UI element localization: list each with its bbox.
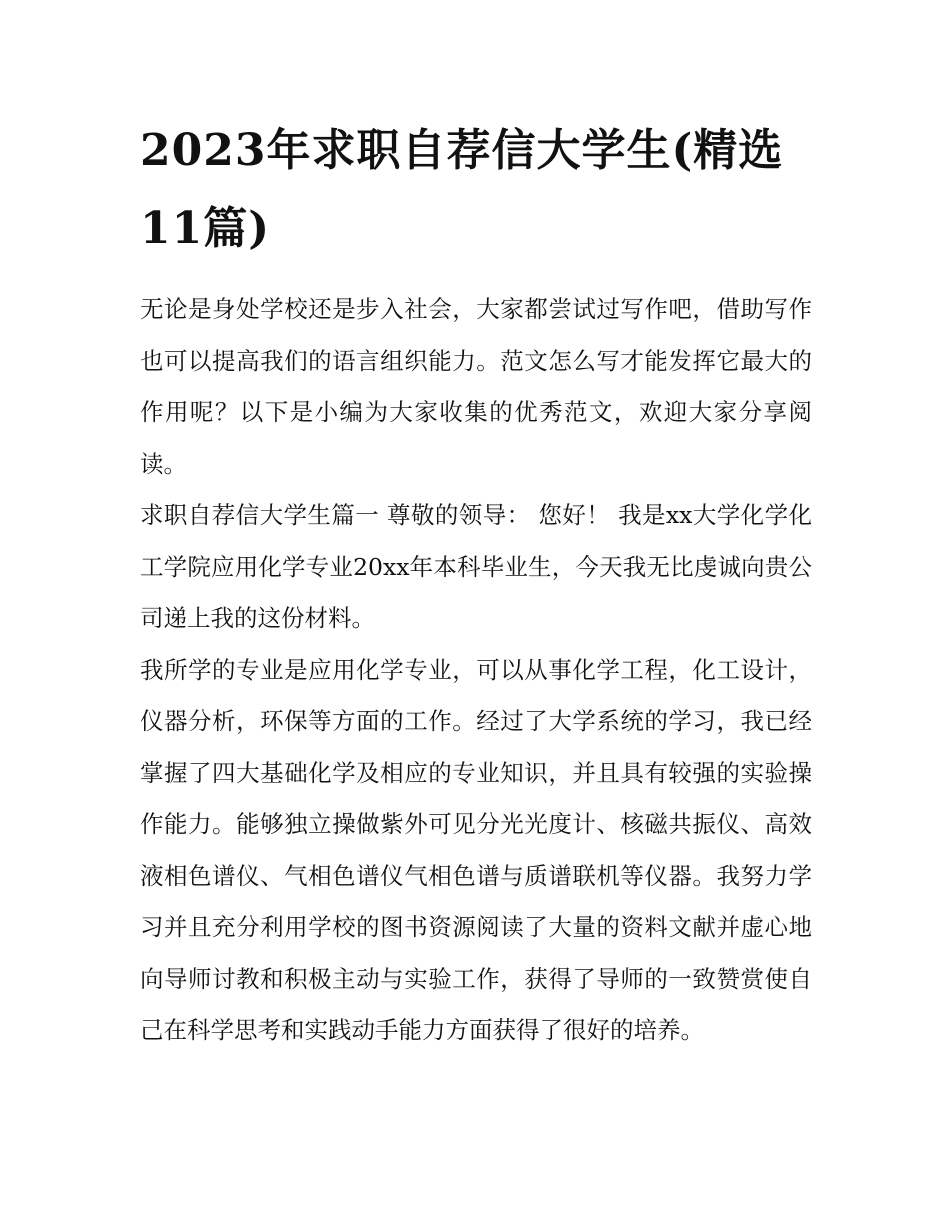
document-title: 2023年求职自荐信大学生(精选11篇): [140, 125, 784, 254]
letter-body-paragraph: 我所学的专业是应用化学专业，可以从事化学工程，化工设计，仪器分析，环保等方面的工作。经过了大学系统的学习，我已经掌握了四大基础化学及相应的专业知识，并且具有较强的实验操作能力。能够独立操做紫外可见分光光度计、核磁共振仪、高效液相色谱仪、气相色谱仪气相色谱与质谱联机等仪器。我努力学习并且充分利用学校的图书资源阅读了大量的资料文献并虚心地向导师讨教和积极主动与实验工作，获得了导师的一致赞赏使自己在科学思考和实践动手能力方面获得了很好的培养。: [140, 655, 812, 1044]
document-page: [140, 112, 812, 1057]
letter-greeting-paragraph: 求职自荐信大学生篇一 尊敬的领导： 您好！ 我是xx大学化学化工学院应用化学专业20xx年本科毕业生，今天我无比虔诚向贵公司递上我的这份材料。: [140, 501, 812, 632]
intro-paragraph: 无论是身处学校还是步入社会，大家都尝试过写作吧，借助写作也可以提高我们的语言组织能力。范文怎么写才能发挥它最大的作用呢？以下是小编为大家收集的优秀范文，欢迎大家分享阅读。: [140, 295, 812, 478]
